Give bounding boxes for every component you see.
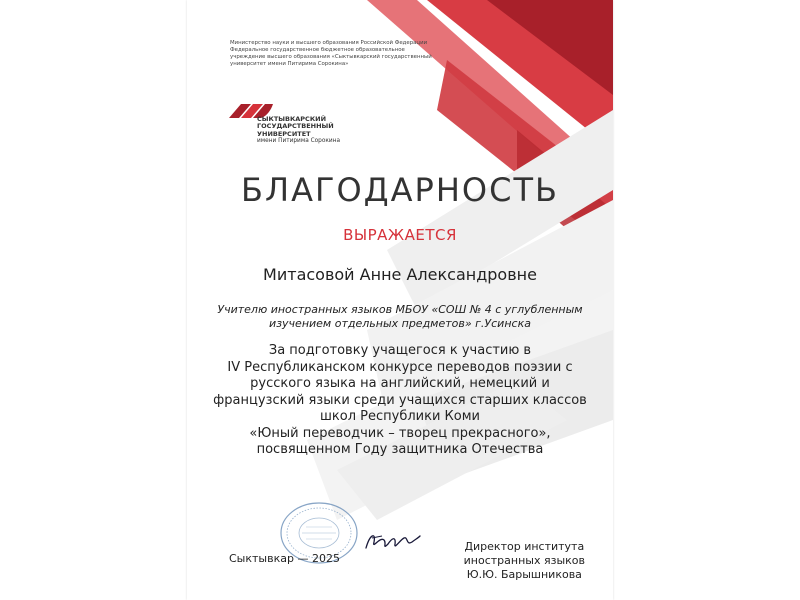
recipient-name: Митасовой Анне Александровне: [263, 265, 537, 284]
ministry-line: Федеральное государственное бюджетное образовательное: [230, 47, 405, 53]
decorative-background: [187, 0, 613, 600]
position-line: изучением отдельных предметов» г.Усинска: [269, 317, 531, 330]
recipient-position: [217, 303, 583, 331]
certificate-page: [187, 0, 613, 600]
reason-line: За подготовку учащегося к участию в: [268, 343, 532, 358]
director-signature-block: [464, 540, 585, 582]
reason-line: школ Республики Коми: [320, 409, 480, 424]
reason-line: русского языка на английский, немецкий и: [250, 376, 550, 391]
director-line: Ю.Ю. Барышникова: [466, 568, 582, 581]
university-subline: имени Питирима Сорокина: [257, 138, 341, 145]
certificate-title: БЛАГОДАРНОСТЬ: [241, 171, 559, 209]
signature-icon: [362, 526, 422, 556]
director-line: Директор института: [464, 540, 585, 553]
university-name-line: ГОСУДАРСТВЕННЫЙ: [257, 122, 334, 131]
position-line: Учителю иностранных языков МБОУ «СОШ № 4 с углубленным: [217, 303, 583, 316]
director-line: иностранных языков: [463, 554, 585, 567]
city-year: Сыктывкар — 2025: [229, 552, 340, 565]
ministry-line: Министерство науки и высшего образования Российской Федерации: [230, 40, 428, 46]
ministry-line: университет имени Питирима Сорокина»: [230, 61, 349, 67]
reason-line: посвященном Году защитника Отечества: [256, 442, 544, 457]
reason-line: «Юный переводчик – творец прекрасного»,: [249, 425, 551, 441]
reason-line: IV Республиканском конкурсе переводов поэзии с: [227, 359, 573, 375]
university-name-line: УНИВЕРСИТЕТ: [257, 129, 311, 138]
expresses-label: ВЫРАЖАЕТСЯ: [343, 226, 457, 244]
university-name: [257, 116, 340, 146]
reason-line: французский языки среди учащихся старших классов: [213, 392, 587, 408]
ministry-line: учреждение высшего образования «Сыктывкарский государственный: [230, 54, 432, 60]
university-name-line: СЫКТЫВКАРСКИЙ: [257, 115, 327, 123]
reason-text: [197, 343, 603, 459]
ministry-header: [230, 40, 450, 68]
